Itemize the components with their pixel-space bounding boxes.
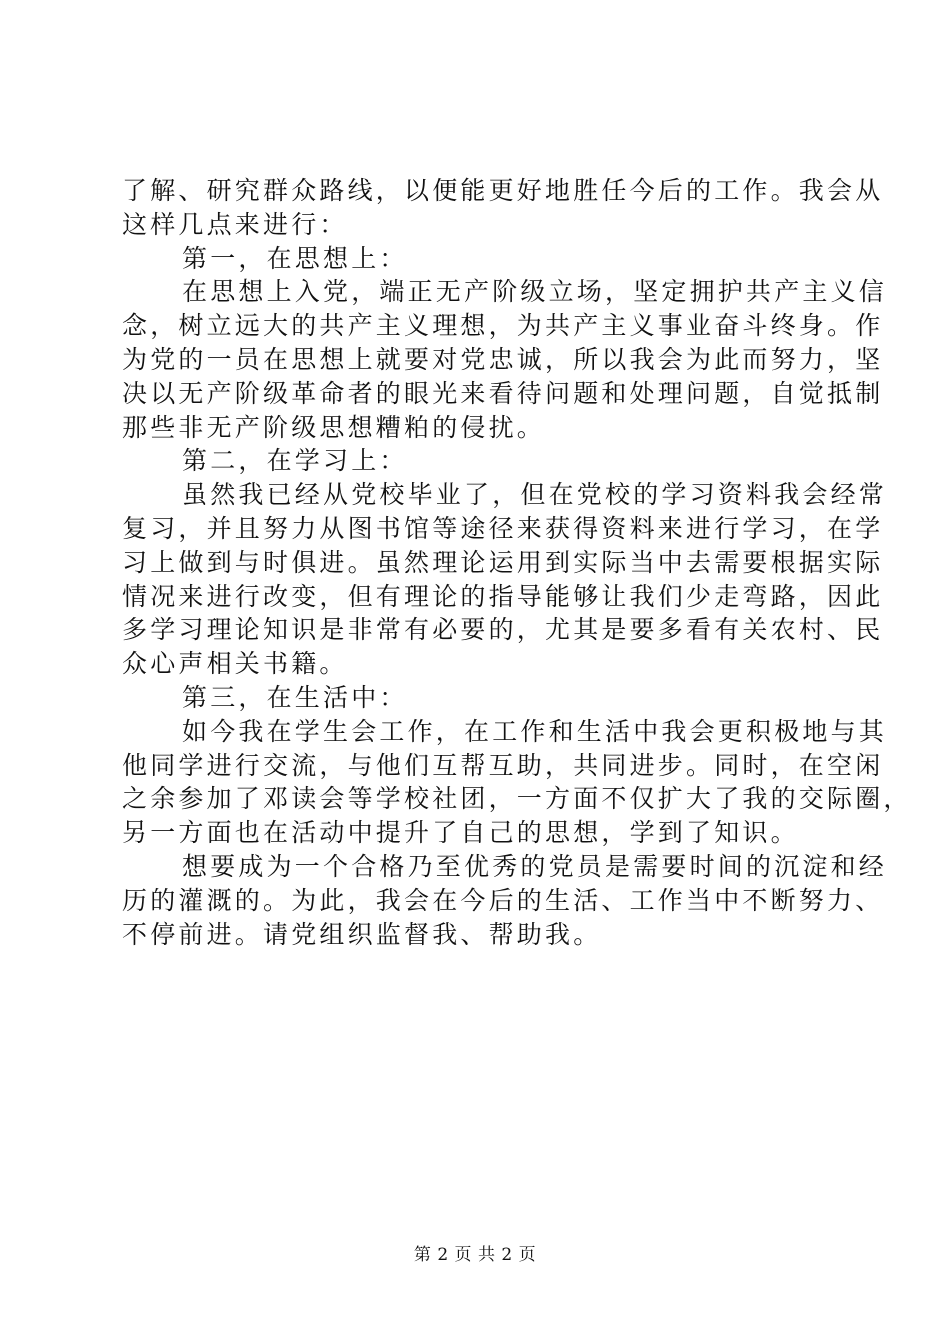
text-line: 另一方面也在活动中提升了自己的思想，学到了知识。	[122, 818, 799, 848]
paragraph-start-line: 虽然我已经从党校毕业了，但在党校的学习资料我会经常	[182, 480, 888, 510]
text-line: 情况来进行改变，但有理论的指导能够让我们少走弯路，因此	[122, 581, 884, 611]
paragraph-start-line: 在思想上入党，端正无产阶级立场，坚定拥护共产主义信	[182, 277, 888, 307]
text-line: 决以无产阶级革命者的眼光来看待问题和处理问题，自觉抵制	[122, 378, 884, 408]
text-line: 历的灌溉的。为此，我会在今后的生活、工作当中不断努力、	[122, 885, 884, 915]
paragraph-start-line: 如今我在学生会工作，在工作和生活中我会更积极地与其	[182, 716, 888, 746]
text-line: 他同学进行交流，与他们互帮互助，共同进步。同时，在空闲	[122, 750, 884, 780]
paragraph-start-line: 想要成为一个合格乃至优秀的党员是需要时间的沉淀和经	[182, 851, 888, 881]
text-line: 多学习理论知识是非常有必要的，尤其是要多看有关农村、民	[122, 615, 884, 645]
text-line: 这样几点来进行：	[122, 209, 348, 239]
paragraph-start-line: 第一，在思想上：	[182, 243, 408, 273]
document-body	[122, 174, 912, 951]
text-line: 之余参加了邓读会等学校社团，一方面不仅扩大了我的交际圈，	[122, 784, 912, 814]
text-line: 习上做到与时俱进。虽然理论运用到实际当中去需要根据实际	[122, 547, 884, 577]
text-line: 不停前进。请党组织监督我、帮助我。	[122, 919, 602, 949]
page-footer: 第 2 页 共 2 页	[413, 1245, 537, 1265]
text-line: 众心声相关书籍。	[122, 649, 348, 679]
text-line: 复习，并且努力从图书馆等途径来获得资料来进行学习，在学	[122, 513, 884, 543]
paragraph-start-line: 第三，在生活中：	[182, 682, 408, 712]
text-line: 为党的一员在思想上就要对党忠诚，所以我会为此而努力，坚	[122, 344, 884, 374]
paragraph-start-line: 第二，在学习上：	[182, 446, 408, 476]
text-line: 念，树立远大的共产主义理想，为共产主义事业奋斗终身。作	[122, 311, 884, 341]
text-line: 那些非无产阶级思想糟粕的侵扰。	[122, 412, 546, 442]
text-line: 了解、研究群众路线，以便能更好地胜任今后的工作。我会从	[122, 176, 884, 205]
